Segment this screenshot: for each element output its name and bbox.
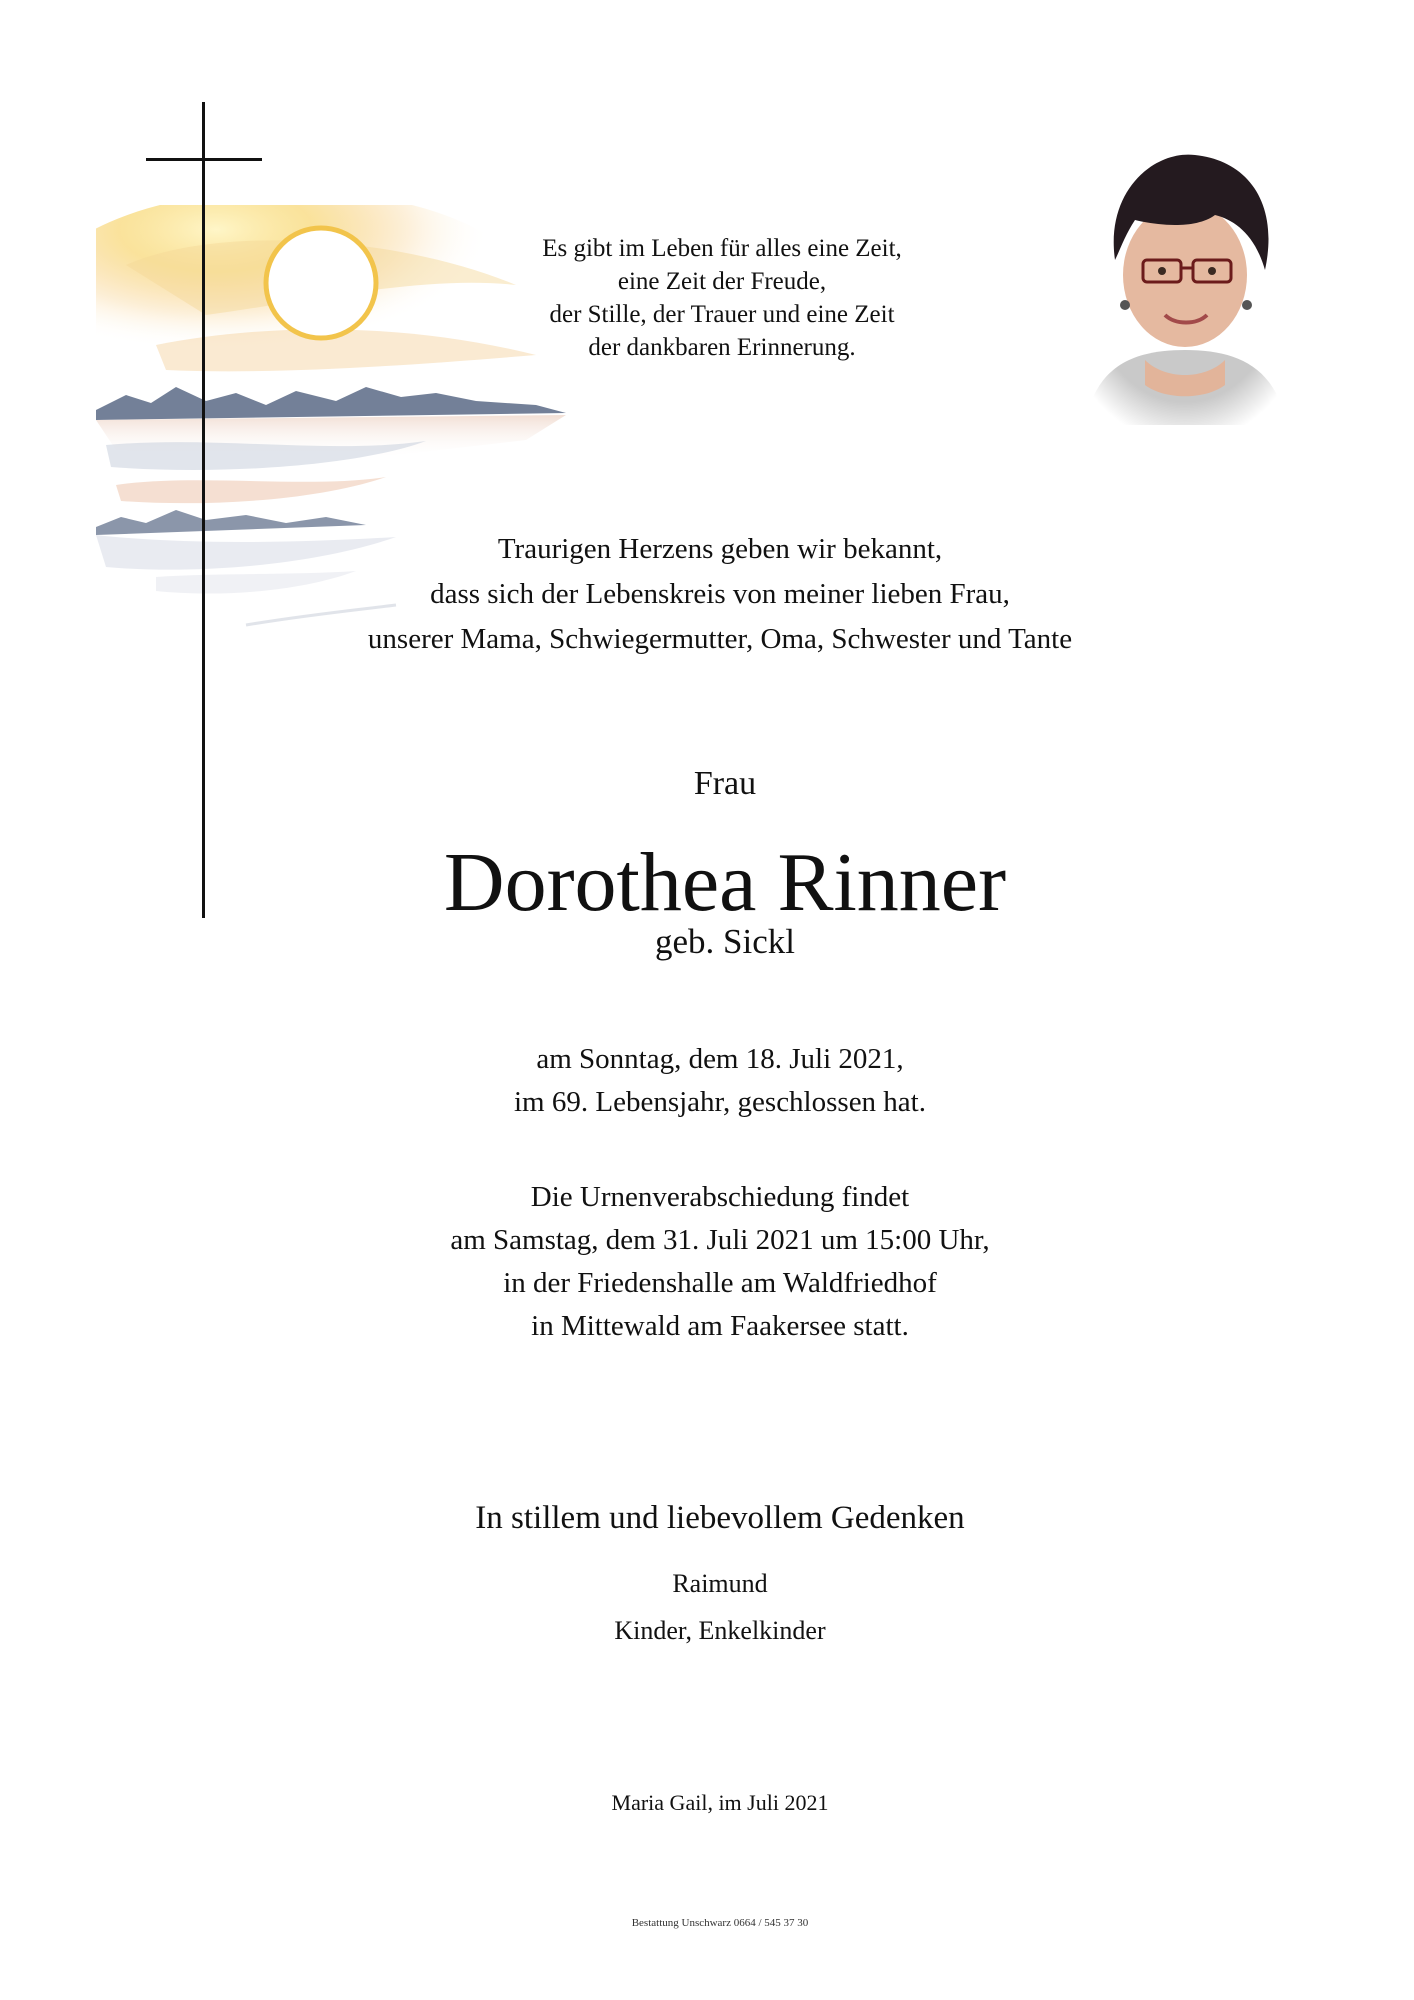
- death-line: im 69. Lebensjahr, geschlossen hat.: [514, 1086, 926, 1118]
- mourners-list: [420, 1560, 1020, 1654]
- ceremony-details: [320, 1176, 1120, 1348]
- quote-line: der Stille, der Trauer und eine Zeit: [549, 301, 895, 328]
- announcement-line: dass sich der Lebenskreis von meiner lieben Frau,: [430, 578, 1010, 610]
- opening-quote: [412, 232, 1032, 364]
- ceremony-line: am Samstag, dem 31. Juli 2021 um 15:00 Uhr,: [450, 1224, 990, 1256]
- quote-line: der dankbaren Erinnerung.: [588, 334, 856, 361]
- maiden-name: geb. Sickl: [655, 922, 795, 961]
- ceremony-line: in Mittewald am Faakersee statt.: [531, 1310, 909, 1342]
- announcement: [220, 527, 1220, 662]
- cross-horizontal-bar: [146, 158, 262, 161]
- mourner: Raimund: [672, 1569, 768, 1598]
- announcement-line: Traurigen Herzens geben wir bekannt,: [497, 533, 943, 565]
- death-details: [320, 1038, 1120, 1124]
- memorial-heading: In stillem und liebevollem Gedenken: [475, 1500, 965, 1536]
- quote-line: eine Zeit der Freude,: [617, 268, 827, 295]
- portrait-photo: [1075, 150, 1295, 430]
- ceremony-line: Die Urnenverabschiedung findet: [530, 1181, 910, 1213]
- deceased-name: Dorothea Rinner: [443, 836, 1007, 929]
- death-line: am Sonntag, dem 18. Juli 2021,: [536, 1043, 904, 1075]
- mourner: Kinder, Enkelkinder: [614, 1616, 826, 1645]
- announcement-line: unserer Mama, Schwiegermutter, Oma, Schwester und Tante: [367, 623, 1073, 655]
- cross-vertical-bar: [202, 102, 205, 918]
- quote-line: Es gibt im Leben für alles eine Zeit,: [542, 235, 902, 262]
- funeral-home-footer: Bestattung Unschwarz 0664 / 545 37 30: [631, 1917, 809, 1929]
- ceremony-line: in der Friedenshalle am Waldfriedhof: [503, 1267, 937, 1299]
- salutation: Frau: [693, 765, 757, 802]
- place-date: Maria Gail, im Juli 2021: [611, 1790, 829, 1815]
